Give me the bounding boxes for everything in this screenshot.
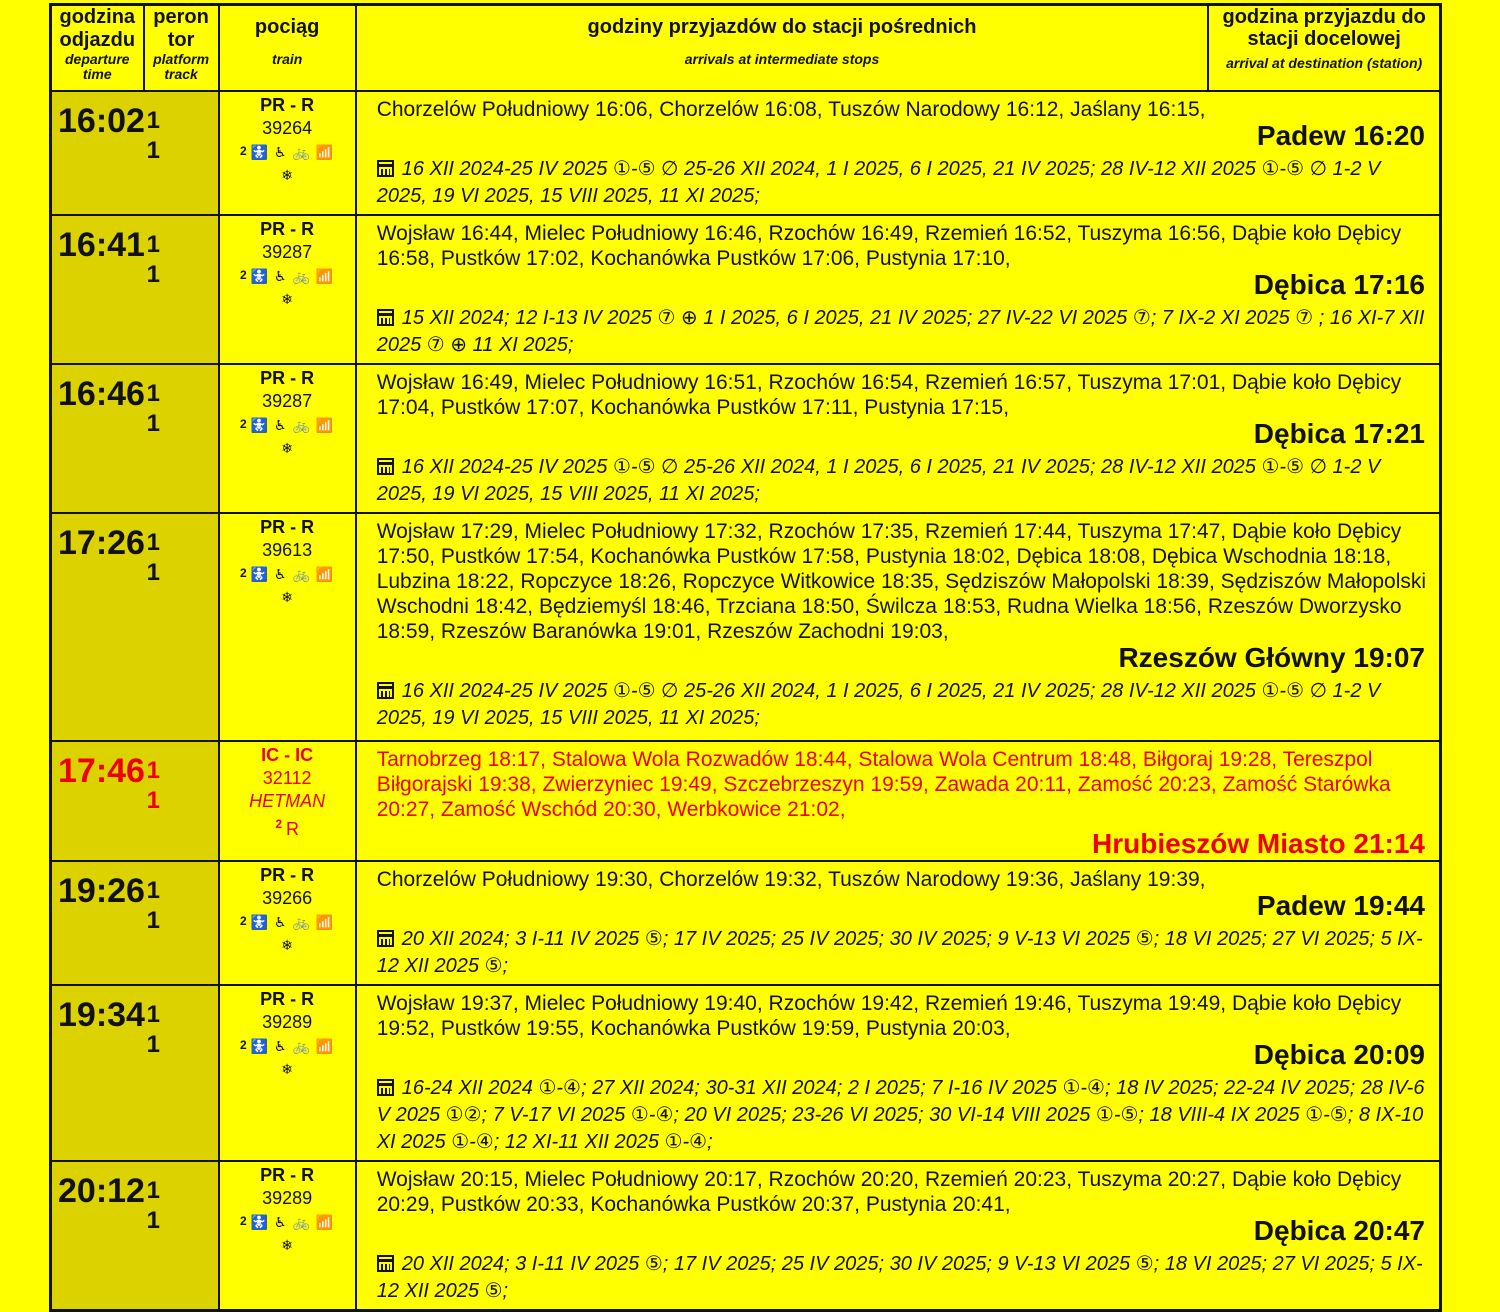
operating-days xyxy=(377,926,1429,984)
operating-days xyxy=(377,156,1429,214)
intermediate-stops: Tarnobrzeg 18:17, Stalowa Wola Rozwadów 18:44, Stalowa Wola Centrum 18:48, Biłgoraj 19:28, Tereszpol Biłgorajski 19:38, Zwierzyniec 19:49, Szczebrzeszyn 19:59, Zawada 20:11, Zamość 20:23, Zamość Starówka 20:27, Zamość Wschód 20:30, Werbkowice 21:02, xyxy=(376,747,1391,821)
train-info: PR - R 39287 2 🚼 ♿ 🚲 📶 ❄ xyxy=(219,215,356,364)
train-number: 39264 xyxy=(262,117,313,138)
stops-and-destination xyxy=(356,861,1441,985)
stops-and-destination xyxy=(356,1161,1441,1311)
destination-arrival: Padew 16:20 xyxy=(1256,119,1425,151)
class-2-icon: 2 xyxy=(240,913,248,928)
train-class-reservation xyxy=(220,813,355,841)
amenities-icon: 🚼 ♿ 🚲 📶 xyxy=(250,1037,335,1054)
intermediate-stops: Wojsław 16:49, Mielec Południowy 16:51, Rzochów 16:54, Rzemień 16:57, Tuszyma 17:01, Dąbie koło Dębicy 17:04, Pustków 17:07, Kochanówka Pustków 17:11, Pustynia 17:15, xyxy=(376,370,1402,419)
platform-number: 1 xyxy=(146,756,160,784)
amenities-icon: 🚼 ♿ 🚲 📶 xyxy=(250,565,335,582)
destination-arrival: Dębica 17:21 xyxy=(1253,417,1425,449)
track-number: 1 xyxy=(146,136,160,164)
amenities-icon: 🚼 ♿ 🚲 📶 xyxy=(250,416,335,433)
train-info: PR - R 39287 2 🚼 ♿ 🚲 📶 ❄ xyxy=(219,364,356,513)
calendar-icon xyxy=(377,1255,394,1272)
air-conditioning-icon: ❄ xyxy=(281,439,294,456)
train-info: PR - R 39266 2 🚼 ♿ 🚲 📶 ❄ xyxy=(219,861,356,985)
calendar-icon xyxy=(377,160,394,177)
train-number: 39287 xyxy=(262,390,313,411)
amenities-icon: 🚼 ♿ 🚲 📶 xyxy=(250,1213,335,1230)
departure-time: 19:26 xyxy=(51,861,144,985)
operating-days xyxy=(377,454,1429,512)
header-intermediate-stops xyxy=(356,5,1209,91)
header-stops-en: arrivals at intermediate stops xyxy=(684,51,880,67)
departure-row xyxy=(51,861,1441,985)
stops-and-destination xyxy=(356,513,1441,741)
train-number: 32112 xyxy=(262,767,312,788)
class-2-icon: 2 xyxy=(240,1037,248,1052)
calendar-icon xyxy=(377,309,394,326)
platform-track xyxy=(144,985,219,1161)
amenities-icon: 🚼 ♿ 🚲 📶 xyxy=(250,143,335,160)
departure-time: 16:46 xyxy=(51,364,144,513)
track-number: 1 xyxy=(146,1206,160,1234)
amenity-icons xyxy=(220,562,355,586)
amenity-icons xyxy=(220,264,355,288)
stops-and-destination xyxy=(356,364,1441,513)
header-dest-en: arrival at destination (station) xyxy=(1226,55,1423,71)
train-info: PR - R 39289 2 🚼 ♿ 🚲 📶 ❄ xyxy=(219,985,356,1161)
timetable-header xyxy=(51,5,1441,91)
departure-time: 17:26 xyxy=(51,513,144,741)
intermediate-stops: Wojsław 20:15, Mielec Południowy 20:17, Rzochów 20:20, Rzemień 20:23, Tuszyma 20:27, Dąbie koło Dębicy 20:29, Pustków 20:33, Kochanówka Pustków 20:37, Pustynia 20:41, xyxy=(376,1167,1402,1216)
header-time-en: departure time xyxy=(64,51,130,82)
platform-track xyxy=(144,1161,219,1311)
train-category: IC xyxy=(295,744,314,765)
header-platform-en: platform track xyxy=(153,51,210,82)
air-conditioning-icon: ❄ xyxy=(281,290,294,307)
train-carrier: PR xyxy=(260,367,286,388)
platform-number: 1 xyxy=(146,1000,160,1028)
departure-time: 19:34 xyxy=(51,985,144,1161)
train-carrier: PR xyxy=(260,988,286,1009)
stops-and-destination xyxy=(356,741,1441,861)
platform-track xyxy=(144,741,219,861)
amenity-icons xyxy=(220,1034,355,1058)
operating-days-text: 16 XII 2024-25 IV 2025 ①-⑤ ∅ 25-26 XII 2024, 1 I 2025, 6 I 2025, 21 IV 2025; 28 IV-12 XII 2025 ①-⑤ ∅ 1-2 V 2025, 19 VI 2025, 15 VIII 2025, 11 XI 2025; xyxy=(376,679,1381,729)
departure-row xyxy=(51,364,1441,513)
header-time-pl: godzina odjazdu xyxy=(59,6,136,51)
calendar-icon xyxy=(377,930,394,947)
departure-time: 16:41 xyxy=(51,215,144,364)
intermediate-stops: Chorzelów Południowy 16:06, Chorzelów 16:08, Tuszów Narodowy 16:12, Jaślany 16:15, xyxy=(376,97,1206,121)
departure-row xyxy=(51,985,1441,1161)
header-platform xyxy=(144,5,219,91)
platform-track xyxy=(144,364,219,513)
header-train xyxy=(219,5,356,91)
track-number: 1 xyxy=(146,906,160,934)
intermediate-stops: Wojsław 17:29, Mielec Południowy 17:32, Rzochów 17:35, Rzemień 17:44, Tuszyma 17:47, Dąbie koło Dębicy 17:50, Pustków 17:54, Kochanówka Pustków 17:58, Pustynia 18:02, Dębica 18:08, Dębica Wschodnia 18:18, Lubzina 18:22, Ropczyce 18:26, Ropczyce Witkowice 18:35, Sędziszów Małopolski 18:39, Sędziszów Małopolski Wschodni 18:42, Będziemyśl 18:46, Trzciana 18:50, Świlcza 18:53, Rudna Wielka 18:56, Rzeszów Dworzysko 18:59, Rzeszów Baranówka 19:01, Rzeszów Zachodni 19:03, xyxy=(376,519,1427,643)
header-destination xyxy=(1208,5,1440,91)
air-conditioning-icon: ❄ xyxy=(281,166,294,183)
platform-track xyxy=(144,861,219,985)
amenity-icons xyxy=(220,140,355,164)
calendar-icon xyxy=(377,682,394,699)
calendar-icon xyxy=(377,458,394,475)
train-carrier: PR xyxy=(260,864,286,885)
operating-days-text: 15 XII 2024; 12 I-13 IV 2025 ⑦ ⊕ 1 I 2025, 6 I 2025, 21 IV 2025; 27 IV-22 VI 2025 ⑦; 7 IX-2 XI 2025 ⑦ ; 16 XI-7 XII 2025 ⑦ ⊕ 11 XI 2025; xyxy=(376,306,1425,356)
platform-track xyxy=(144,513,219,741)
operating-days-text: 16-24 XII 2024 ①-④; 27 XII 2024; 30-31 XII 2024; 2 I 2025; 7 I-16 IV 2025 ①-④; 18 IV 2025; 22-24 IV 2025; 28 IV-6 V 2025 ①②; 7 V-17 VI 2025 ①-④; 20 VI 2025; 23-26 VI 2025; 30 VI-14 VIII 2025 ①-⑤; 18 VIII-4 IX 2025 ①-⑤; 8 IX-10 XI 2025 ①-④; 12 XI-11 XII 2025 ①-④; xyxy=(376,1076,1425,1153)
header-departure-time xyxy=(51,5,144,91)
platform-number: 1 xyxy=(146,230,160,258)
air-conditioning-icon: ❄ xyxy=(281,1236,294,1253)
track-number: 1 xyxy=(146,558,160,586)
track-number: 1 xyxy=(146,260,160,288)
stops-and-destination xyxy=(356,985,1441,1161)
platform-number: 1 xyxy=(146,1176,160,1204)
amenity-icons xyxy=(220,413,355,437)
track-number: 1 xyxy=(146,1030,160,1058)
platform-number: 1 xyxy=(146,876,160,904)
train-info: PR - R 39264 2 🚼 ♿ 🚲 📶 ❄ xyxy=(219,91,356,215)
train-category: R xyxy=(301,516,315,537)
class-2-icon: 2 xyxy=(240,143,248,158)
track-number: 1 xyxy=(146,409,160,437)
train-name: HETMAN xyxy=(249,790,326,811)
train-number: 39266 xyxy=(262,887,313,908)
departure-time: 16:02 xyxy=(51,91,144,215)
calendar-icon xyxy=(377,1079,394,1096)
train-carrier: PR xyxy=(260,516,286,537)
departure-row xyxy=(51,513,1441,741)
platform-track xyxy=(144,91,219,215)
class-info: 2 xyxy=(275,816,282,831)
departure-row xyxy=(51,1161,1441,1311)
train-number: 39287 xyxy=(262,241,313,262)
header-dest-pl: godzina przyjazdu do stacji docelowej xyxy=(1222,6,1426,50)
stops-and-destination xyxy=(356,215,1441,364)
destination-arrival: Rzeszów Główny 19:07 xyxy=(1118,641,1425,673)
departure-row xyxy=(51,91,1441,215)
intermediate-stops: Wojsław 16:44, Mielec Południowy 16:46, Rzochów 16:49, Rzemień 16:52, Tuszyma 16:56, Dąbie koło Dębicy 16:58, Pustków 17:02, Kochanówka Pustków 17:06, Pustynia 17:10, xyxy=(376,221,1402,270)
air-conditioning-icon: ❄ xyxy=(281,1060,294,1077)
header-stops-pl: godziny przyjazdów do stacji pośrednich xyxy=(587,16,977,38)
train-info: PR - R 39289 2 🚼 ♿ 🚲 📶 ❄ xyxy=(219,1161,356,1311)
train-info: IC - IC 32112 HETMAN $^2$ R xyxy=(219,741,356,861)
train-category: R xyxy=(301,864,315,885)
header-platform-pl: peron tor xyxy=(153,6,209,51)
platform-track xyxy=(144,215,219,364)
class-2-icon: 2 xyxy=(240,416,248,431)
operating-days xyxy=(377,1251,1429,1309)
amenity-icons xyxy=(220,1210,355,1234)
train-category: R xyxy=(301,94,315,115)
train-number: 39289 xyxy=(262,1187,313,1208)
intermediate-stops: Chorzelów Południowy 19:30, Chorzelów 19:32, Tuszów Narodowy 19:36, Jaślany 19:39, xyxy=(376,867,1206,891)
train-category: R xyxy=(301,218,315,239)
air-conditioning-icon: ❄ xyxy=(281,588,294,605)
departure-time: 20:12 xyxy=(51,1161,144,1311)
intermediate-stops: Wojsław 19:37, Mielec Południowy 19:40, Rzochów 19:42, Rzemień 19:46, Tuszyma 19:49, Dąbie koło Dębicy 19:52, Pustków 19:55, Kochanówka Pustków 19:59, Pustynia 20:03, xyxy=(376,991,1402,1040)
destination-arrival: Padew 19:44 xyxy=(1256,889,1425,921)
track-number: 1 xyxy=(146,786,160,814)
train-category: R xyxy=(301,988,315,1009)
operating-days-text: 20 XII 2024; 3 I-11 IV 2025 ⑤; 17 IV 2025; 25 IV 2025; 30 IV 2025; 9 V-13 VI 2025 ⑤; 18 VI 2025; 27 VI 2025; 5 IX-12 XII 2025 ⑤; xyxy=(376,1252,1423,1302)
train-carrier: IC xyxy=(261,744,280,765)
train-carrier: PR xyxy=(260,218,286,239)
train-carrier: PR xyxy=(260,1164,286,1185)
platform-number: 1 xyxy=(146,528,160,556)
reservation-icon: R xyxy=(286,818,299,839)
destination-arrival: Dębica 20:47 xyxy=(1253,1214,1425,1246)
stops-and-destination xyxy=(356,91,1441,215)
platform-number: 1 xyxy=(146,379,160,407)
operating-days-text: 20 XII 2024; 3 I-11 IV 2025 ⑤; 17 IV 2025; 25 IV 2025; 30 IV 2025; 9 V-13 VI 2025 ⑤; 18 VI 2025; 27 VI 2025; 5 IX-12 XII 2025 ⑤; xyxy=(376,927,1423,977)
class-2-icon: 2 xyxy=(240,565,248,580)
train-number: 39289 xyxy=(262,1011,313,1032)
amenity-icons xyxy=(220,910,355,934)
operating-days xyxy=(377,305,1429,363)
departure-row xyxy=(51,215,1441,364)
operating-days xyxy=(377,1075,1429,1160)
departure-timetable xyxy=(49,3,1442,1312)
train-category: R xyxy=(301,367,315,388)
destination-arrival: Dębica 20:09 xyxy=(1253,1038,1425,1070)
class-2-icon: 2 xyxy=(240,1213,248,1228)
operating-days xyxy=(377,678,1429,736)
destination-arrival: Dębica 17:16 xyxy=(1253,268,1425,300)
air-conditioning-icon: ❄ xyxy=(281,936,294,953)
departure-time: 17:46 xyxy=(51,741,144,861)
header-train-pl: pociąg xyxy=(254,16,320,38)
class-2-icon: 2 xyxy=(240,267,248,282)
train-number: 39613 xyxy=(262,539,313,560)
platform-number: 1 xyxy=(146,106,160,134)
train-info: PR - R 39613 2 🚼 ♿ 🚲 📶 ❄ xyxy=(219,513,356,741)
train-carrier: PR xyxy=(260,94,286,115)
amenities-icon: 🚼 ♿ 🚲 📶 xyxy=(250,913,335,930)
amenities-icon: 🚼 ♿ 🚲 📶 xyxy=(250,267,335,284)
destination-arrival: Hrubieszów Miasto 21:14 xyxy=(1092,827,1425,859)
departure-row xyxy=(51,741,1441,861)
train-category: R xyxy=(301,1164,315,1185)
operating-days-text: 16 XII 2024-25 IV 2025 ①-⑤ ∅ 25-26 XII 2024, 1 I 2025, 6 I 2025, 21 IV 2025; 28 IV-12 XII 2025 ①-⑤ ∅ 1-2 V 2025, 19 VI 2025, 15 VIII 2025, 11 XI 2025; xyxy=(376,157,1381,207)
header-train-en: train xyxy=(271,51,303,67)
operating-days-text: 16 XII 2024-25 IV 2025 ①-⑤ ∅ 25-26 XII 2024, 1 I 2025, 6 I 2025, 21 IV 2025; 28 IV-12 XII 2025 ①-⑤ ∅ 1-2 V 2025, 19 VI 2025, 15 VIII 2025, 11 XI 2025; xyxy=(376,455,1381,505)
